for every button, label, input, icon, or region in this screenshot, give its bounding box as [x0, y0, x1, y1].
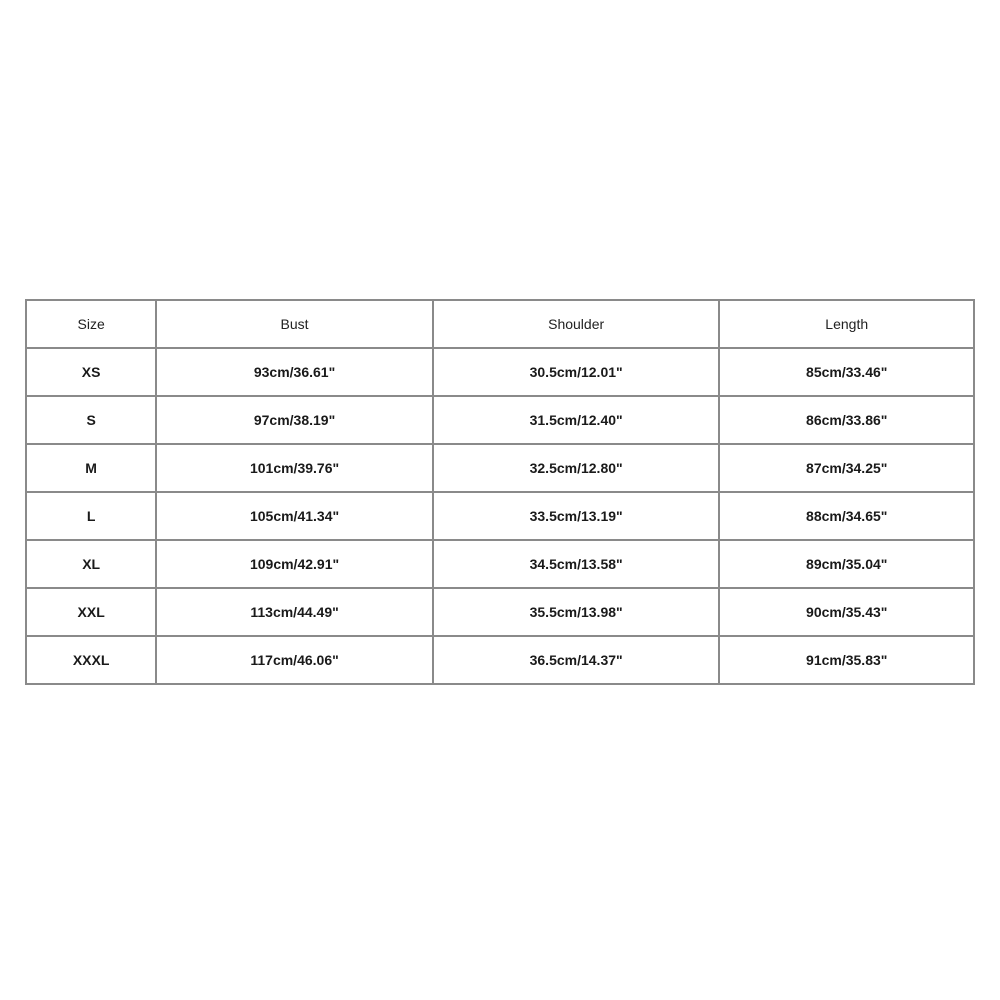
cell-shoulder: 35.5cm/13.98"	[433, 588, 720, 636]
cell-shoulder: 32.5cm/12.80"	[433, 444, 720, 492]
cell-size: XL	[26, 540, 156, 588]
table-row	[26, 492, 974, 540]
cell-size: L	[26, 492, 156, 540]
table-row	[26, 636, 974, 684]
table-row	[26, 396, 974, 444]
cell-size: XXXL	[26, 636, 156, 684]
cell-size: S	[26, 396, 156, 444]
cell-bust: 97cm/38.19"	[156, 396, 433, 444]
cell-bust: 113cm/44.49"	[156, 588, 433, 636]
cell-shoulder: 34.5cm/13.58"	[433, 540, 720, 588]
table-row	[26, 588, 974, 636]
table-row	[26, 444, 974, 492]
header-length: Length	[719, 300, 974, 348]
cell-size: XXL	[26, 588, 156, 636]
cell-shoulder: 33.5cm/13.19"	[433, 492, 720, 540]
cell-shoulder: 36.5cm/14.37"	[433, 636, 720, 684]
header-row	[26, 300, 974, 348]
cell-length: 87cm/34.25"	[719, 444, 974, 492]
table-row	[26, 540, 974, 588]
cell-bust: 93cm/36.61"	[156, 348, 433, 396]
table-row	[26, 348, 974, 396]
header-size: Size	[26, 300, 156, 348]
cell-length: 90cm/35.43"	[719, 588, 974, 636]
header-bust: Bust	[156, 300, 433, 348]
cell-bust: 101cm/39.76"	[156, 444, 433, 492]
cell-length: 89cm/35.04"	[719, 540, 974, 588]
cell-size: XS	[26, 348, 156, 396]
cell-shoulder: 31.5cm/12.40"	[433, 396, 720, 444]
cell-length: 91cm/35.83"	[719, 636, 974, 684]
cell-length: 85cm/33.46"	[719, 348, 974, 396]
cell-size: M	[26, 444, 156, 492]
cell-bust: 117cm/46.06"	[156, 636, 433, 684]
size-chart-table	[25, 299, 975, 685]
header-shoulder: Shoulder	[433, 300, 720, 348]
cell-length: 88cm/34.65"	[719, 492, 974, 540]
cell-length: 86cm/33.86"	[719, 396, 974, 444]
cell-bust: 109cm/42.91"	[156, 540, 433, 588]
cell-shoulder: 30.5cm/12.01"	[433, 348, 720, 396]
cell-bust: 105cm/41.34"	[156, 492, 433, 540]
